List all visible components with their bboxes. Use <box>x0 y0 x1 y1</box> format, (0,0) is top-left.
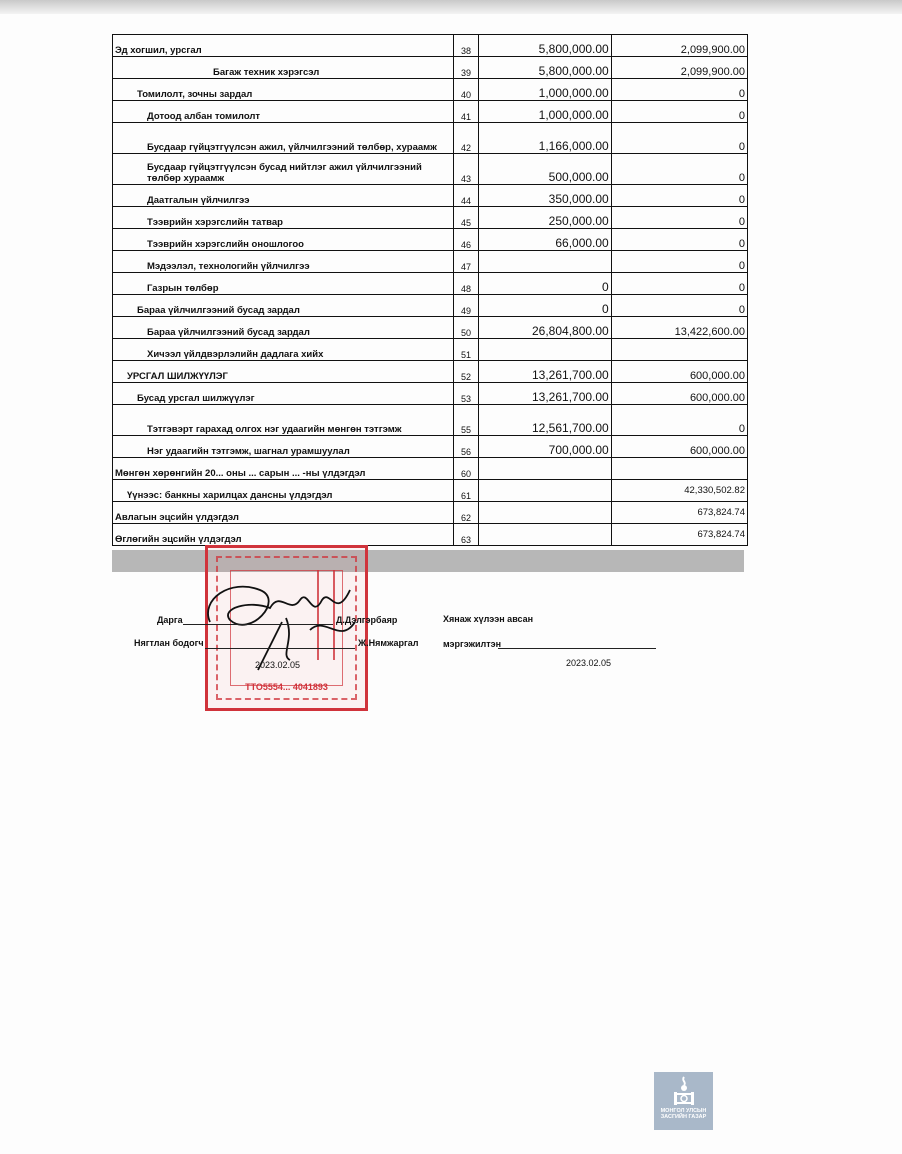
received-label: Хянаж хүлээн авсан <box>443 614 534 624</box>
table-row <box>113 524 748 546</box>
director-signature-line <box>183 624 333 625</box>
plan-amount: 26,804,800.00 <box>478 317 611 339</box>
table-row <box>113 480 748 502</box>
actual-amount: 0 <box>611 79 747 101</box>
accountant-name: Ж.Нямжаргал <box>358 638 419 648</box>
actual-amount <box>611 458 747 480</box>
plan-amount: 13,261,700.00 <box>478 383 611 405</box>
table-row <box>113 405 748 436</box>
row-number: 49 <box>454 295 478 317</box>
plan-amount <box>478 339 611 361</box>
row-name: Эд хогшил, урсгал <box>113 35 454 57</box>
row-name: УРСГАЛ ШИЛЖҮҮЛЭГ <box>113 361 454 383</box>
row-number: 62 <box>454 502 478 524</box>
row-number: 39 <box>454 57 478 79</box>
row-number: 43 <box>454 154 478 185</box>
plan-amount: 13,261,700.00 <box>478 361 611 383</box>
actual-amount: 0 <box>611 229 747 251</box>
financial-report-table <box>112 34 748 546</box>
emblem-line2: ЗАСГИЙН ГАЗАР <box>660 1114 707 1120</box>
row-number: 44 <box>454 185 478 207</box>
row-number: 63 <box>454 524 478 546</box>
plan-amount: 0 <box>478 273 611 295</box>
actual-amount: 0 <box>611 154 747 185</box>
row-name: Бусад урсгал шилжүүлэг <box>113 383 454 405</box>
top-shadow <box>0 0 902 14</box>
stamp-serial: ТТО5554... 4041893 <box>245 682 328 692</box>
row-number: 51 <box>454 339 478 361</box>
row-number: 56 <box>454 436 478 458</box>
plan-amount: 12,561,700.00 <box>478 405 611 436</box>
government-emblem <box>654 1072 713 1130</box>
table-row <box>113 251 748 273</box>
table-row <box>113 436 748 458</box>
director-name: Д.Дэлгэрбаяр <box>336 615 398 625</box>
actual-amount: 600,000.00 <box>611 361 747 383</box>
specialist-label: мэргэжилтэн <box>443 639 502 649</box>
table-row <box>113 123 748 154</box>
table-row <box>113 458 748 480</box>
accountant-label: Нягтлан бодогч <box>134 638 204 648</box>
row-name: Мэдээлэл, технологийн үйлчилгээ <box>113 251 454 273</box>
row-number: 53 <box>454 383 478 405</box>
plan-amount: 700,000.00 <box>478 436 611 458</box>
plan-amount <box>478 251 611 273</box>
table-row <box>113 79 748 101</box>
actual-amount: 13,422,600.00 <box>611 317 747 339</box>
plan-amount: 250,000.00 <box>478 207 611 229</box>
plan-amount: 5,800,000.00 <box>478 35 611 57</box>
row-name: Бусдаар гүйцэтгүүлсэн ажил, үйлчилгээний төлбөр, хураамж <box>113 123 454 154</box>
actual-amount: 0 <box>611 185 747 207</box>
director-label: Дарга <box>157 615 183 625</box>
row-name: Багаж техник хэрэгсэл <box>113 57 454 79</box>
actual-amount: 0 <box>611 295 747 317</box>
accountant-signature-line <box>205 648 355 649</box>
actual-amount: 0 <box>611 123 747 154</box>
plan-amount: 1,000,000.00 <box>478 101 611 123</box>
specialist-signature-line <box>498 648 656 649</box>
table-row <box>113 154 748 185</box>
left-date: 2023.02.05 <box>255 660 301 670</box>
plan-amount: 1,000,000.00 <box>478 79 611 101</box>
plan-amount <box>478 458 611 480</box>
row-name: Нэг удаагийн тэтгэмж, шагнал урамшуулал <box>113 436 454 458</box>
row-number: 52 <box>454 361 478 383</box>
actual-amount: 673,824.74 <box>611 502 747 524</box>
row-name: Өглөгийн эцсийн үлдэгдэл <box>113 524 454 546</box>
row-number: 50 <box>454 317 478 339</box>
table-row <box>113 339 748 361</box>
row-name: Үүнээс: банкны харилцах дансны үлдэгдэл <box>113 480 454 502</box>
table-row <box>113 207 748 229</box>
emblem-line1: МОНГОЛ УЛСЫН <box>660 1108 707 1114</box>
table-row <box>113 383 748 405</box>
plan-amount <box>478 480 611 502</box>
row-number: 46 <box>454 229 478 251</box>
table-row <box>113 317 748 339</box>
plan-amount <box>478 502 611 524</box>
actual-amount: 0 <box>611 273 747 295</box>
row-name: Авлагын эцсийн үлдэгдэл <box>113 502 454 524</box>
plan-amount <box>478 524 611 546</box>
actual-amount: 0 <box>611 101 747 123</box>
row-number: 60 <box>454 458 478 480</box>
actual-amount: 673,824.74 <box>611 524 747 546</box>
row-name: Мөнгөн хөрөнгийн 20... оны ... сарын ... -ны үлдэгдэл <box>113 458 454 480</box>
row-name: Газрын төлбөр <box>113 273 454 295</box>
row-number: 40 <box>454 79 478 101</box>
row-number: 48 <box>454 273 478 295</box>
row-number: 47 <box>454 251 478 273</box>
row-number: 45 <box>454 207 478 229</box>
row-name: Тэтгэвэрт гарахад олгох нэг удаагийн мөнгөн тэтгэмж <box>113 405 454 436</box>
table-row <box>113 502 748 524</box>
row-name: Дотоод албан томилолт <box>113 101 454 123</box>
row-name: Тээврийн хэрэгслийн оношлогоо <box>113 229 454 251</box>
actual-amount: 2,099,900.00 <box>611 35 747 57</box>
report-table-body <box>113 35 748 546</box>
actual-amount <box>611 339 747 361</box>
actual-amount: 0 <box>611 405 747 436</box>
row-name: Томилолт, зочны зардал <box>113 79 454 101</box>
actual-amount: 0 <box>611 251 747 273</box>
row-name: Бараа үйлчилгээний бусад зардал <box>113 295 454 317</box>
row-name: Даатгалын үйлчилгээ <box>113 185 454 207</box>
row-number: 38 <box>454 35 478 57</box>
plan-amount: 5,800,000.00 <box>478 57 611 79</box>
row-name: Бараа үйлчилгээний бусад зардал <box>113 317 454 339</box>
actual-amount: 600,000.00 <box>611 383 747 405</box>
row-name: Тээврийн хэрэгслийн татвар <box>113 207 454 229</box>
actual-amount: 0 <box>611 207 747 229</box>
table-row <box>113 57 748 79</box>
plan-amount: 0 <box>478 295 611 317</box>
row-number: 41 <box>454 101 478 123</box>
plan-amount: 500,000.00 <box>478 154 611 185</box>
plan-amount: 1,166,000.00 <box>478 123 611 154</box>
table-row <box>113 295 748 317</box>
table-row <box>113 185 748 207</box>
plan-amount: 66,000.00 <box>478 229 611 251</box>
table-row <box>113 35 748 57</box>
soyombo-icon <box>673 1076 695 1106</box>
table-row <box>113 101 748 123</box>
actual-amount: 600,000.00 <box>611 436 747 458</box>
table-row <box>113 229 748 251</box>
table-row <box>113 361 748 383</box>
table-row <box>113 273 748 295</box>
row-name: Хичээл үйлдвэрлэлийн дадлага хийх <box>113 339 454 361</box>
right-date: 2023.02.05 <box>566 658 612 668</box>
row-number: 61 <box>454 480 478 502</box>
row-number: 42 <box>454 123 478 154</box>
plan-amount: 350,000.00 <box>478 185 611 207</box>
actual-amount: 2,099,900.00 <box>611 57 747 79</box>
row-name: Бусдаар гүйцэтгүүлсэн бусад нийтлэг ажил үйлчилгээний төлбөр хураамж <box>113 154 454 185</box>
row-number: 55 <box>454 405 478 436</box>
actual-amount: 42,330,502.82 <box>611 480 747 502</box>
